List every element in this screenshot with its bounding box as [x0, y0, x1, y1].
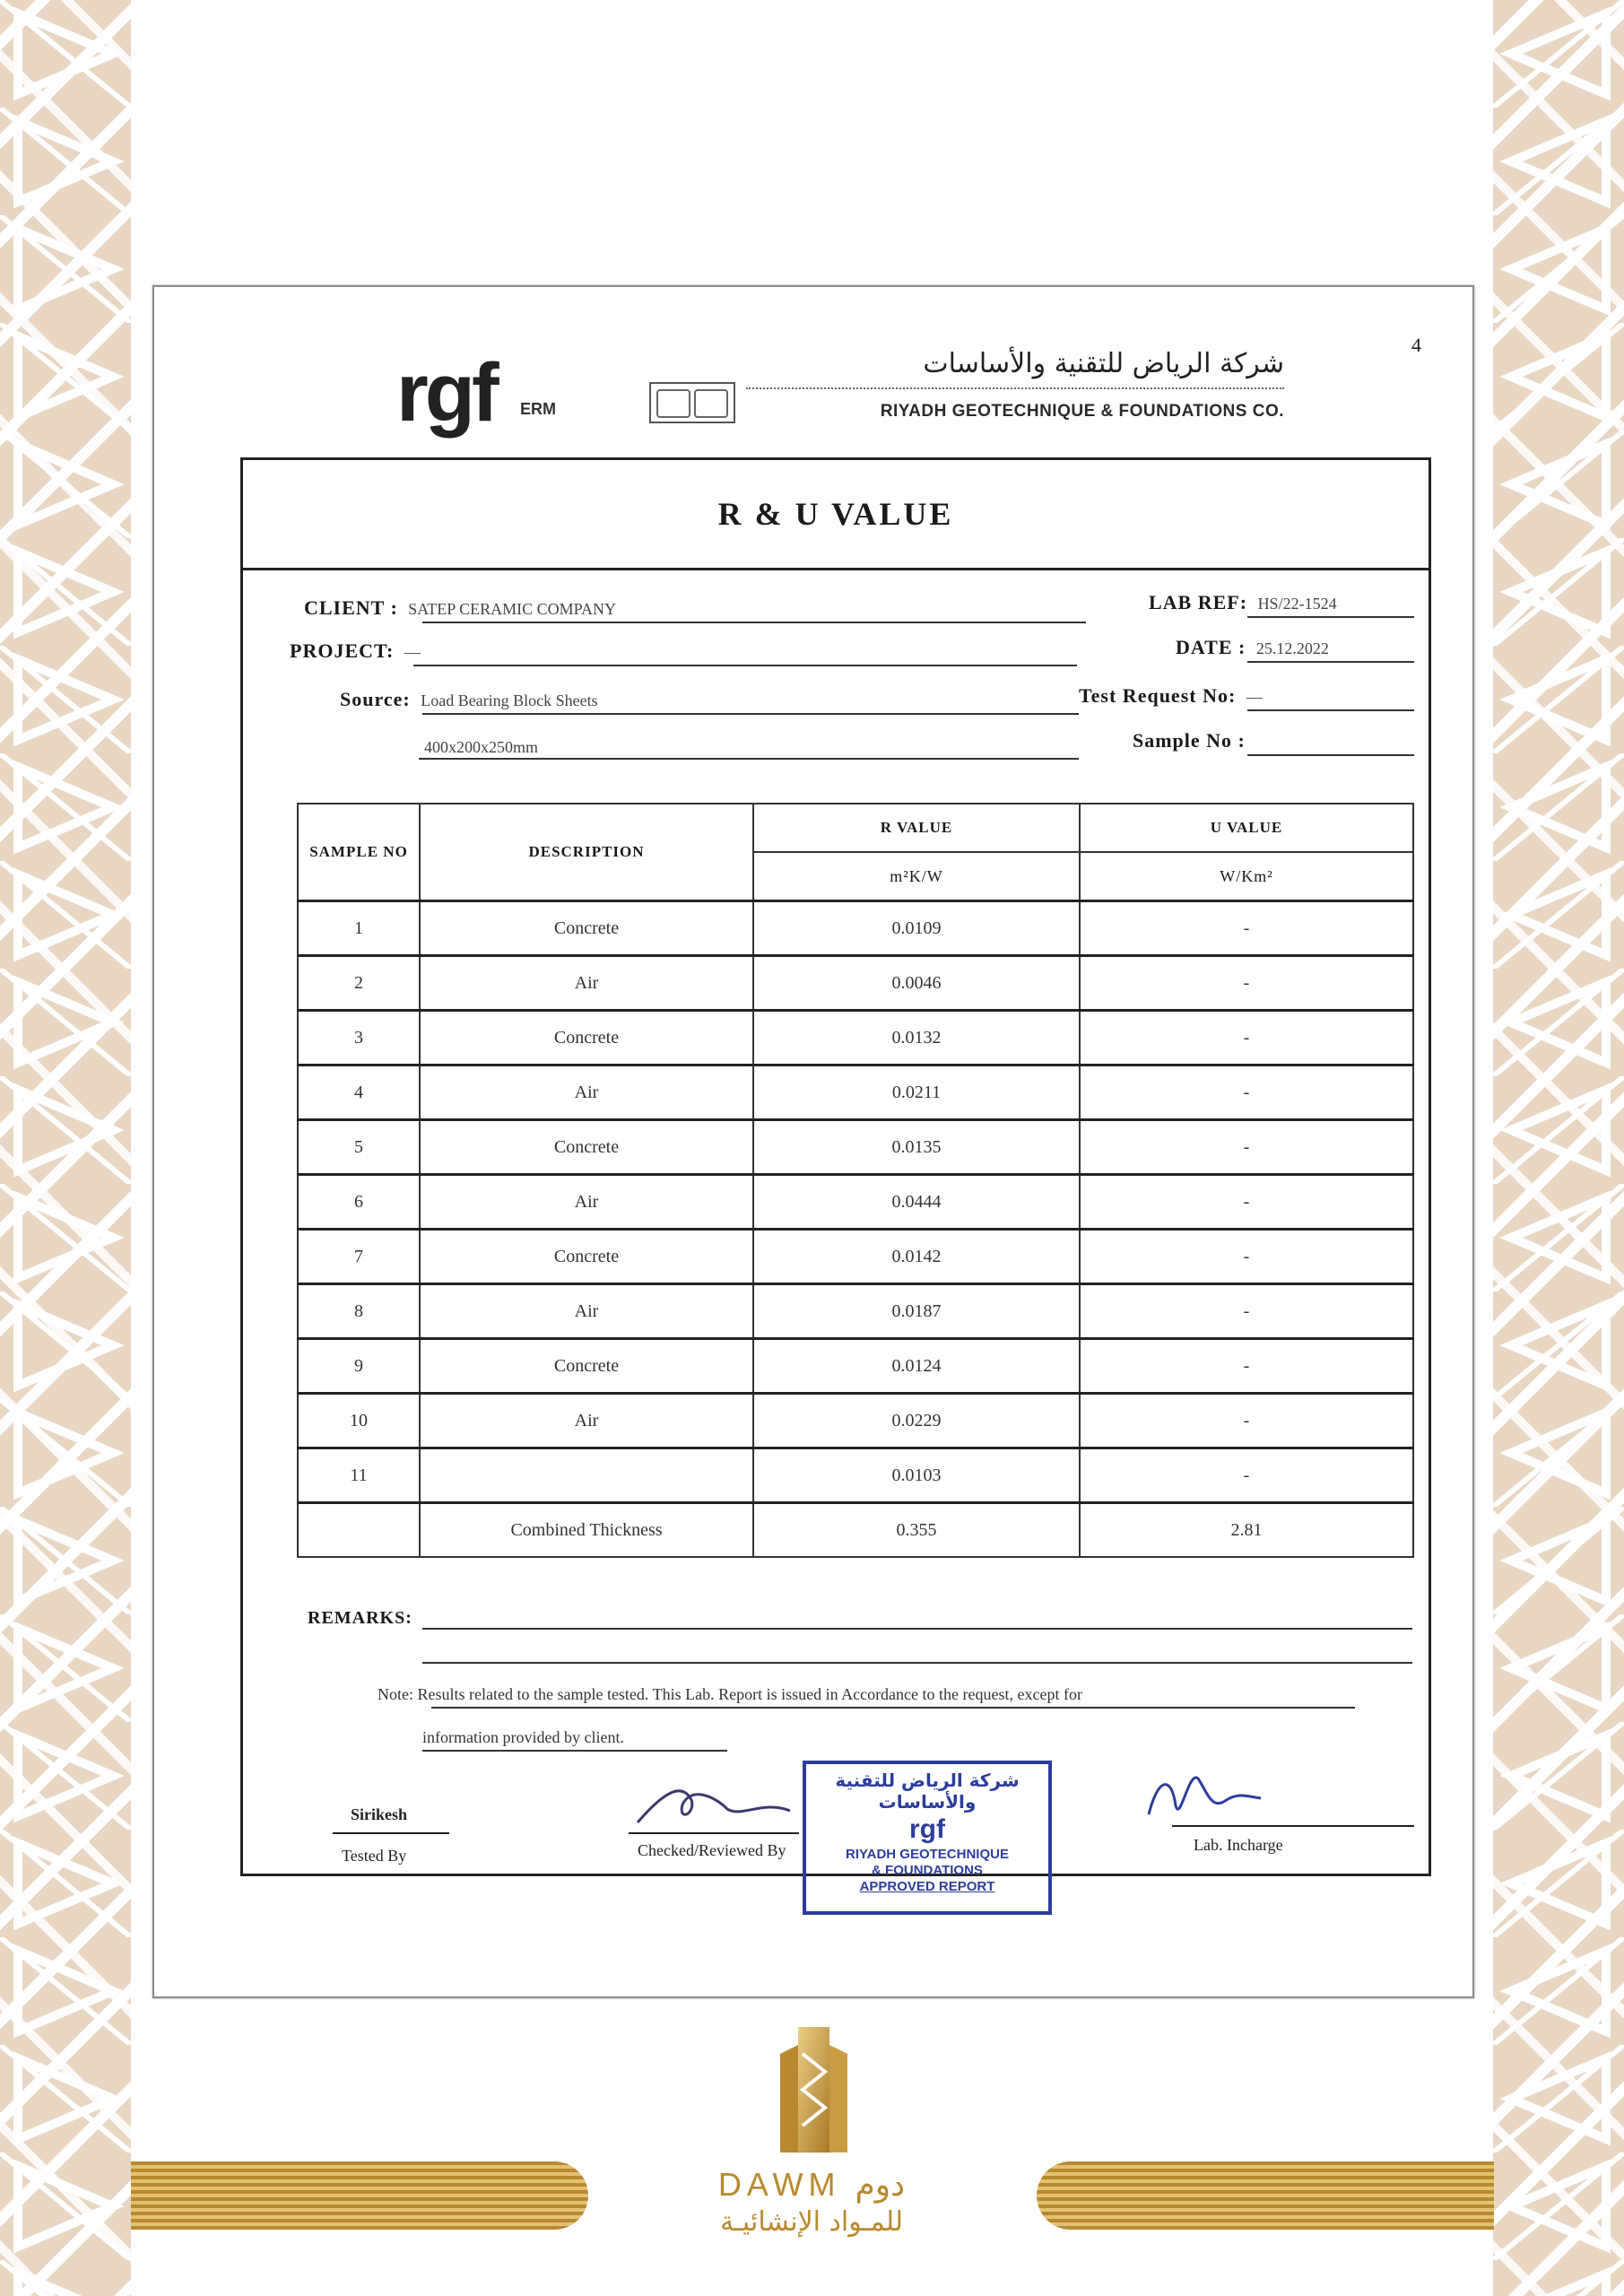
cell-description: Air — [420, 1284, 753, 1339]
cell-u-value: - — [1080, 1394, 1413, 1448]
decorative-border-left — [0, 0, 131, 2296]
brand-name-english — [699, 2166, 924, 2204]
brand-name-english-text: DAWM — [717, 2166, 841, 2203]
table-row — [298, 1284, 1413, 1339]
cell-u-value: - — [1080, 956, 1413, 1011]
cell-r-value: 0.0135 — [753, 1120, 1080, 1175]
cell-u-value: 2.81 — [1080, 1503, 1413, 1558]
cell-sample-no: 1 — [298, 901, 420, 956]
cell-r-value: 0.0142 — [753, 1230, 1080, 1284]
table-row — [298, 1065, 1413, 1120]
cell-sample-no: 9 — [298, 1339, 420, 1394]
cell-u-value: - — [1080, 1120, 1413, 1175]
lab-ref-field — [1149, 591, 1337, 614]
footer-bar-right — [1037, 2161, 1494, 2230]
scanned-report — [152, 285, 1474, 1998]
approval-stamp — [803, 1761, 1052, 1915]
lab-incharge-label: Lab. Incharge — [1194, 1836, 1283, 1854]
stamp-arabic: شركة الرياض للتقنية والأساسات — [835, 1770, 1020, 1813]
results-table — [297, 803, 1414, 1558]
date-value: 25.12.2022 — [1255, 639, 1329, 657]
cell-u-value: - — [1080, 1230, 1413, 1284]
rgf-logo: rgf — [396, 347, 496, 439]
report-form — [240, 457, 1431, 1894]
cell-description: Air — [420, 1065, 753, 1120]
date-field — [1176, 636, 1329, 659]
cell-r-value: 0.0211 — [753, 1065, 1080, 1120]
project-field — [290, 639, 421, 663]
cell-description: Air — [420, 1394, 753, 1448]
table-row — [298, 1120, 1413, 1175]
header-u-unit: W/Km² — [1080, 852, 1413, 901]
lab-ref-value: HS/22-1524 — [1257, 595, 1337, 613]
table-row — [298, 956, 1413, 1011]
table-row — [298, 901, 1413, 956]
footer-bar-left — [131, 2161, 588, 2230]
source-field-2 — [419, 735, 538, 758]
source-field — [340, 688, 598, 711]
client-label: CLIENT : — [304, 596, 398, 619]
cell-sample-no — [298, 1503, 420, 1558]
stamp-line-3: APPROVED REPORT — [859, 1879, 995, 1894]
cell-description: Concrete — [420, 1120, 753, 1175]
cell-sample-no: 6 — [298, 1175, 420, 1230]
cell-u-value: - — [1080, 1065, 1413, 1120]
cell-description: Concrete — [420, 1339, 753, 1394]
header-r-value: R VALUE — [753, 804, 1080, 852]
table-row — [298, 1175, 1413, 1230]
cell-r-value: 0.0046 — [753, 956, 1080, 1011]
reviewer-label: Checked/Reviewed By — [638, 1841, 786, 1859]
client-value: SATEP CERAMIC COMPANY — [408, 600, 617, 618]
decorative-border-right — [1493, 0, 1624, 2296]
test-request-label: Test Request No: — [1079, 684, 1237, 707]
reviewer-signature-icon — [629, 1773, 799, 1836]
certification-logos-icon — [649, 382, 735, 423]
results-table-body — [298, 901, 1413, 1558]
tested-by-name: Sirikesh — [351, 1805, 408, 1823]
cell-description: Concrete — [420, 901, 753, 956]
building-logo-icon — [699, 2018, 924, 2161]
border-pattern-right-icon — [1493, 0, 1624, 2296]
border-pattern-left-icon — [0, 0, 131, 2296]
cell-r-value: 0.0132 — [753, 1011, 1080, 1065]
table-row — [298, 1230, 1413, 1284]
project-label: PROJECT: — [290, 639, 395, 662]
header-u-value: U VALUE — [1080, 804, 1413, 852]
remarks-note-2: information provided by client. — [422, 1728, 624, 1746]
header-description: DESCRIPTION — [420, 804, 753, 901]
stamp-logo: rgf — [909, 1814, 945, 1844]
cell-r-value: 0.0444 — [753, 1175, 1080, 1230]
cell-sample-no: 10 — [298, 1394, 420, 1448]
cell-sample-no: 3 — [298, 1011, 420, 1065]
cell-description: Concrete — [420, 1011, 753, 1065]
remarks-label: REMARKS: — [308, 1608, 413, 1628]
cell-r-value: 0.0187 — [753, 1284, 1080, 1339]
cell-r-value: 0.355 — [753, 1503, 1080, 1558]
cell-u-value: - — [1080, 1011, 1413, 1065]
table-row — [298, 1011, 1413, 1065]
cell-description: Combined Thickness — [420, 1503, 753, 1558]
table-row — [298, 1503, 1413, 1558]
project-value: — — [404, 643, 421, 661]
sample-no-label: Sample No : — [1133, 729, 1246, 752]
cell-u-value: - — [1080, 1339, 1413, 1394]
cell-r-value: 0.0124 — [753, 1339, 1080, 1394]
cell-r-value: 0.0229 — [753, 1394, 1080, 1448]
lab-incharge-signature-icon — [1140, 1761, 1265, 1832]
erm-logo-text: ERM — [520, 400, 556, 418]
letterhead-divider — [746, 387, 1284, 398]
brand-name-arabic: للمـواد الإنشائيـة — [720, 2206, 903, 2238]
page-number: 4 — [1411, 334, 1421, 356]
source-value-2: 400x200x250mm — [424, 738, 539, 756]
report-letterhead — [396, 348, 1410, 447]
dawm-logo — [699, 2018, 924, 2242]
cell-sample-no: 4 — [298, 1065, 420, 1120]
client-field — [304, 596, 616, 620]
cell-sample-no: 8 — [298, 1284, 420, 1339]
cell-sample-no: 11 — [298, 1448, 420, 1503]
header-r-unit: m²K/W — [753, 852, 1080, 901]
table-row — [298, 1339, 1413, 1394]
test-request-field — [1079, 684, 1263, 708]
source-label: Source: — [340, 688, 411, 710]
date-label: DATE : — [1176, 636, 1246, 658]
brand-name-arabic-top: دوم — [855, 2167, 906, 2204]
cell-description: Concrete — [420, 1230, 753, 1284]
lab-ref-label: LAB REF: — [1149, 591, 1248, 613]
sample-no-field — [1133, 729, 1251, 752]
cell-description — [420, 1448, 753, 1503]
cell-u-value: - — [1080, 1448, 1413, 1503]
company-name-arabic: شركة الرياض للتقنية والأساسات — [923, 348, 1284, 379]
remarks-note: Note: Results related to the sample tested. This Lab. Report is issued in Accordance to the request, except for — [378, 1685, 1082, 1703]
cell-description: Air — [420, 1175, 753, 1230]
cell-u-value: - — [1080, 1175, 1413, 1230]
cell-sample-no: 7 — [298, 1230, 420, 1284]
tested-by-label: Tested By — [342, 1847, 407, 1865]
company-name-english: RIYADH GEOTECHNIQUE & FOUNDATIONS CO. — [880, 402, 1284, 421]
cell-u-value: - — [1080, 1284, 1413, 1339]
test-request-value: — — [1246, 688, 1263, 706]
cell-description: Air — [420, 956, 753, 1011]
stamp-line-2: & FOUNDATIONS — [872, 1863, 983, 1878]
header-sample-no: SAMPLE NO — [298, 804, 420, 901]
cell-sample-no: 5 — [298, 1120, 420, 1175]
table-row — [298, 1394, 1413, 1448]
cell-r-value: 0.0109 — [753, 901, 1080, 956]
cell-sample-no: 2 — [298, 956, 420, 1011]
source-value: Load Bearing Block Sheets — [421, 691, 598, 709]
cell-u-value: - — [1080, 901, 1413, 956]
report-title: R & U VALUE — [243, 460, 1429, 570]
stamp-line-1: RIYADH GEOTECHNIQUE — [846, 1847, 1009, 1862]
cell-r-value: 0.0103 — [753, 1448, 1080, 1503]
table-row — [298, 1448, 1413, 1503]
